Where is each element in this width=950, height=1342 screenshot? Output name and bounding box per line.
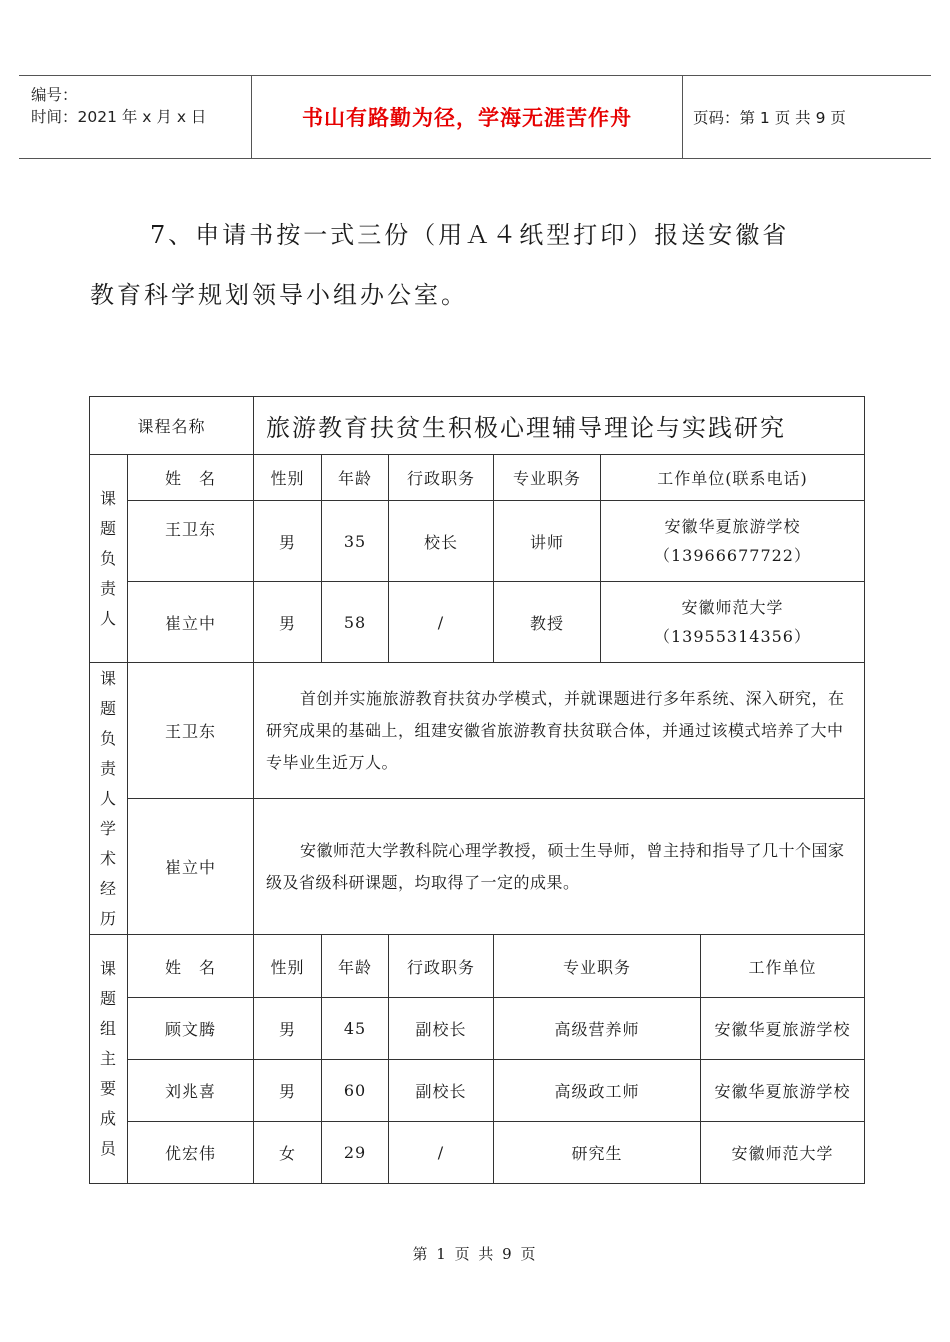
leader-gender: 男: [254, 582, 322, 663]
leader-label-char: 责: [99, 578, 117, 598]
course-row: [90, 397, 865, 455]
member-gender: 男: [254, 998, 322, 1060]
member-row: [90, 1060, 865, 1122]
paragraph-line-2: 教育科学规划领导小组办公室。: [90, 281, 468, 309]
col-header-unit: 工作单位(联系电话): [601, 455, 865, 501]
document-header: [19, 75, 931, 159]
academic-section-label: [90, 663, 128, 935]
member-admin-title: /: [389, 1122, 494, 1184]
member-prof-title: 高级营养师: [494, 998, 701, 1060]
col-header-prof-title: 专业职务: [494, 455, 601, 501]
member-header-row: [90, 935, 865, 998]
leader-section-label: [90, 455, 128, 663]
member-name: 刘兆喜: [128, 1060, 254, 1122]
header-meta: [19, 76, 252, 158]
leader-gender: 男: [254, 501, 322, 582]
col-header-gender: 性别: [254, 455, 322, 501]
member-prof-title: 研究生: [494, 1122, 701, 1184]
academic-label-char: 历: [99, 908, 117, 928]
motto: 书山有路勤为径，学海无涯苦作舟: [302, 106, 632, 130]
member-gender: 女: [254, 1122, 322, 1184]
academic-text: [254, 799, 865, 935]
academic-text-body: 首创并实施旅游教育扶贫办学模式，并就课题进行多年系统、深入研究，在研究成果的基础上，组建安徽省旅游教育扶贫联合体，并通过该模式培养了大中专毕业生近万人。: [266, 688, 845, 772]
member-gender: 男: [254, 1060, 322, 1122]
leader-label-char: 负: [99, 548, 117, 568]
member-name: 顾文腾: [128, 998, 254, 1060]
leader-label-char: 课: [99, 488, 117, 508]
number-label: 编号：: [31, 86, 78, 104]
member-admin-title: 副校长: [389, 1060, 494, 1122]
members-label-char: 员: [99, 1139, 117, 1158]
col-header-admin-title: 行政职务: [389, 455, 494, 501]
col-header-gender: 性别: [254, 935, 322, 998]
leader-row: [90, 582, 865, 663]
leader-unit-phone: （13966677722）: [654, 546, 811, 565]
academic-name: 崔立中: [128, 799, 254, 935]
leader-admin-title: 校长: [389, 501, 494, 582]
col-header-name: 姓 名: [128, 455, 254, 501]
leader-unit: [601, 501, 865, 582]
page-info: 页码：第 1 页 共 9 页: [693, 109, 846, 127]
members-label-char: 组: [99, 1019, 117, 1038]
member-age: 60: [322, 1060, 389, 1122]
paragraph-line-1: [90, 205, 870, 265]
instruction-paragraph: [90, 205, 870, 325]
member-row: [90, 1122, 865, 1184]
academic-label-char: 人: [99, 788, 117, 808]
col-header-age: 年龄: [322, 935, 389, 998]
academic-text: [254, 663, 865, 799]
leader-header-row: [90, 455, 865, 501]
academic-label-char: 学: [99, 818, 117, 838]
col-header-unit: 工作单位: [701, 935, 865, 998]
members-label-char: 课: [99, 959, 117, 978]
academic-row: [90, 799, 865, 935]
leader-admin-title: /: [389, 582, 494, 663]
col-header-name: 姓 名: [128, 935, 254, 998]
academic-label-char: 负: [99, 728, 117, 748]
application-table: [89, 396, 865, 1184]
academic-label-char: 题: [99, 698, 117, 718]
academic-text-body: 安徽师范大学教科院心理学教授，硕士生导师，曾主持和指导了几十个国家级及省级科研课题，均取得了一定的成果。: [266, 840, 845, 892]
member-age: 45: [322, 998, 389, 1060]
members-label-char: 成: [99, 1109, 117, 1128]
member-unit: 安徽华夏旅游学校: [701, 1060, 865, 1122]
member-unit: 安徽师范大学: [701, 1122, 865, 1184]
academic-label-char: 责: [99, 758, 117, 778]
members-section-label: [90, 935, 128, 1184]
header-motto-cell: [252, 76, 683, 158]
col-header-admin-title: 行政职务: [389, 935, 494, 998]
academic-label-char: 术: [99, 848, 117, 868]
leader-prof-title: 讲师: [494, 501, 601, 582]
member-name: 优宏伟: [128, 1122, 254, 1184]
leader-prof-title: 教授: [494, 582, 601, 663]
col-header-age: 年龄: [322, 455, 389, 501]
members-label-char: 要: [99, 1079, 117, 1098]
academic-row: [90, 663, 865, 799]
leader-name: 王卫东: [128, 501, 254, 582]
member-age: 29: [322, 1122, 389, 1184]
academic-label-char: 课: [99, 668, 117, 688]
academic-name: 王卫东: [128, 663, 254, 799]
course-title: 旅游教育扶贫生积极心理辅导理论与实践研究: [254, 397, 865, 455]
member-admin-title: 副校长: [389, 998, 494, 1060]
header-page-cell: [683, 76, 931, 158]
leader-unit-phone: （13955314356）: [654, 627, 811, 646]
leader-label-char: 题: [99, 518, 117, 538]
leader-name: 崔立中: [128, 582, 254, 663]
col-header-prof-title: 专业职务: [494, 935, 701, 998]
member-row: [90, 998, 865, 1060]
course-label: 课程名称: [90, 397, 254, 455]
member-prof-title: 高级政工师: [494, 1060, 701, 1122]
members-label-char: 主: [99, 1049, 117, 1068]
page-footer: 第 1 页 共 9 页: [412, 1245, 538, 1263]
academic-label-char: 经: [99, 878, 117, 898]
members-label-char: 题: [99, 989, 117, 1008]
paragraph-line-1-text: 7、申请书按一式三份（用Ａ４纸型打印）报送安徽省: [150, 221, 790, 249]
member-unit: 安徽华夏旅游学校: [701, 998, 865, 1060]
leader-age: 35: [322, 501, 389, 582]
time-label: 时间：2021 年 x 月 x 日: [31, 108, 207, 126]
leader-unit-name: 安徽师范大学: [681, 598, 784, 617]
leader-unit-name: 安徽华夏旅游学校: [664, 517, 801, 536]
leader-age: 58: [322, 582, 389, 663]
leader-row: [90, 501, 865, 582]
leader-label-char: 人: [99, 608, 117, 628]
leader-unit: [601, 582, 865, 663]
